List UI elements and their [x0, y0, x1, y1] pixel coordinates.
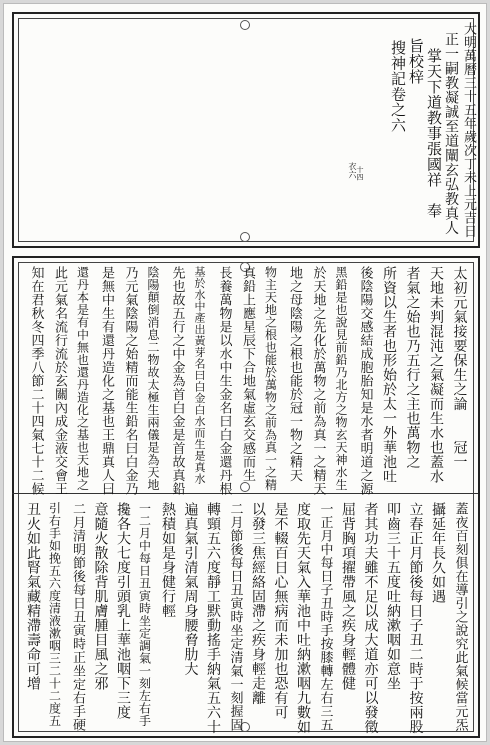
lower-column: 屈背胸項擢帶風之疾身輕體健 [340, 502, 356, 691]
lower-column: 以發三焦經絡固滯之疾身輕走離 [250, 502, 266, 705]
header-column: 搜神記卷之六 [389, 40, 407, 133]
lower-column: 二月清明節後每日丑寅時正坐定右手硬 [70, 502, 85, 732]
thousand-char-mark: 衣六 [348, 162, 357, 179]
register-divider [12, 493, 478, 494]
lower-column: 熱積如是身健行輕 [160, 502, 176, 618]
lower-column: 二月節後每日丑寅時坐定清氣一刻握固 [227, 502, 243, 732]
upper-column: 者氣之始也乃五行之主也萬物之 [404, 266, 421, 469]
lower-column: 意隨火散除背肌膚腫目風之邪 [92, 502, 109, 691]
lower-column: 者其功夫雖不足以成大道亦可以發徵 [362, 502, 379, 734]
lower-column: 立春正月節後每日子丑二時于按兩股 [407, 502, 424, 734]
lower-column: 攝延年長久如遇 [430, 502, 446, 604]
binding-hole-icon [240, 482, 250, 492]
upper-column: 乃元氣陰陽之始精而能生鉛名曰白金乃 [122, 266, 138, 496]
lower-column: 遍真氣引清氣周身腰脅肋大 [182, 502, 199, 676]
header-column: 旨校梓 [407, 38, 425, 85]
scripture-page [3, 3, 487, 742]
upper-column: 長養萬物是以水中生金名曰白金還丹根 [216, 266, 232, 496]
upper-column: 還丹本是有中無也還丹造化之基也天地之 [75, 266, 90, 491]
upper-column: 知在君秋冬四季八節二十四氣七十二候 [28, 266, 44, 496]
header-column: 掌天下道教事張國祥 奉 [425, 48, 443, 219]
upper-column: 基於水中產出黃芽名曰白金白水而生是真水 [193, 266, 206, 485]
upper-column: 此元氣名流行流於玄關內成金液交會王 [52, 266, 67, 496]
upper-column: 先也故五行之中金為首白金是首故真鉛 [169, 266, 185, 496]
upper-column: 天地未判混沌之氣凝而生水也蓋水 [428, 266, 444, 484]
lower-column: 叩齒三十五度吐納漱咽如意坐 [385, 502, 401, 691]
lower-column: 蓋夜百刻俱在導引之說究此氣候當元炁 [452, 502, 468, 732]
lower-column: 攙各大七度引頭乳上華池咽下三度 [115, 502, 131, 720]
upper-column: 後陰陽交感結成胞胎知是水者明道之源 [357, 266, 373, 496]
upper-column: 於天地之先化於萬物之前為真一之精天 [310, 266, 326, 496]
lower-column: 丑火如此腎氣藏精滯壽命可增 [25, 502, 41, 691]
upper-column: 黑鉛是也說見前鉛乃北方之物玄天神水生 [334, 266, 348, 491]
folio-number: 十四 [356, 166, 364, 181]
lower-column: 是不輟百日心無病而未加也恐有可 [272, 502, 289, 720]
upper-column: 真鉛上應星辰下合地氣虛玄交感而生 [240, 266, 255, 482]
lower-column: 轉頸五六度靜工默動搖手納氣五六十 [205, 502, 221, 734]
header-column: 大明萬曆三十五年歲次丁未上元吉日 [461, 22, 476, 238]
lower-column: 一正月中每日子丑時手按膝轉左右三五 [317, 502, 333, 732]
lower-column: 一二月中每日丑寅時坐定調氣一刻左右手 [137, 502, 152, 727]
upper-column: 陰陽顛倒消息二物故太極生兩儀是為天地 [146, 266, 160, 491]
lower-column: 度取先天氣入華池中吐納漱咽九數如 [295, 502, 311, 734]
upper-column: 所資以生者也形始於太一外華池吐 [381, 266, 397, 484]
binding-hole-icon [240, 232, 250, 242]
upper-column: 太初元氣接要保生之論 冠一 [451, 266, 468, 469]
upper-column: 是無中生有還丹造化之基也王鼎真人曰 [99, 266, 114, 496]
lower-column: 引右手如挽五六度清液漱咽三二十二度五 [47, 502, 62, 727]
upper-column: 物主天地之根也能於萬物之前為真一之精 [263, 266, 278, 491]
header-column: 正一嗣教凝誠至道闡玄弘教真人 [443, 32, 459, 235]
binding-hole-icon [240, 20, 250, 30]
upper-column: 地之母陰陽之根也能於冠一物之精天 [287, 266, 302, 482]
